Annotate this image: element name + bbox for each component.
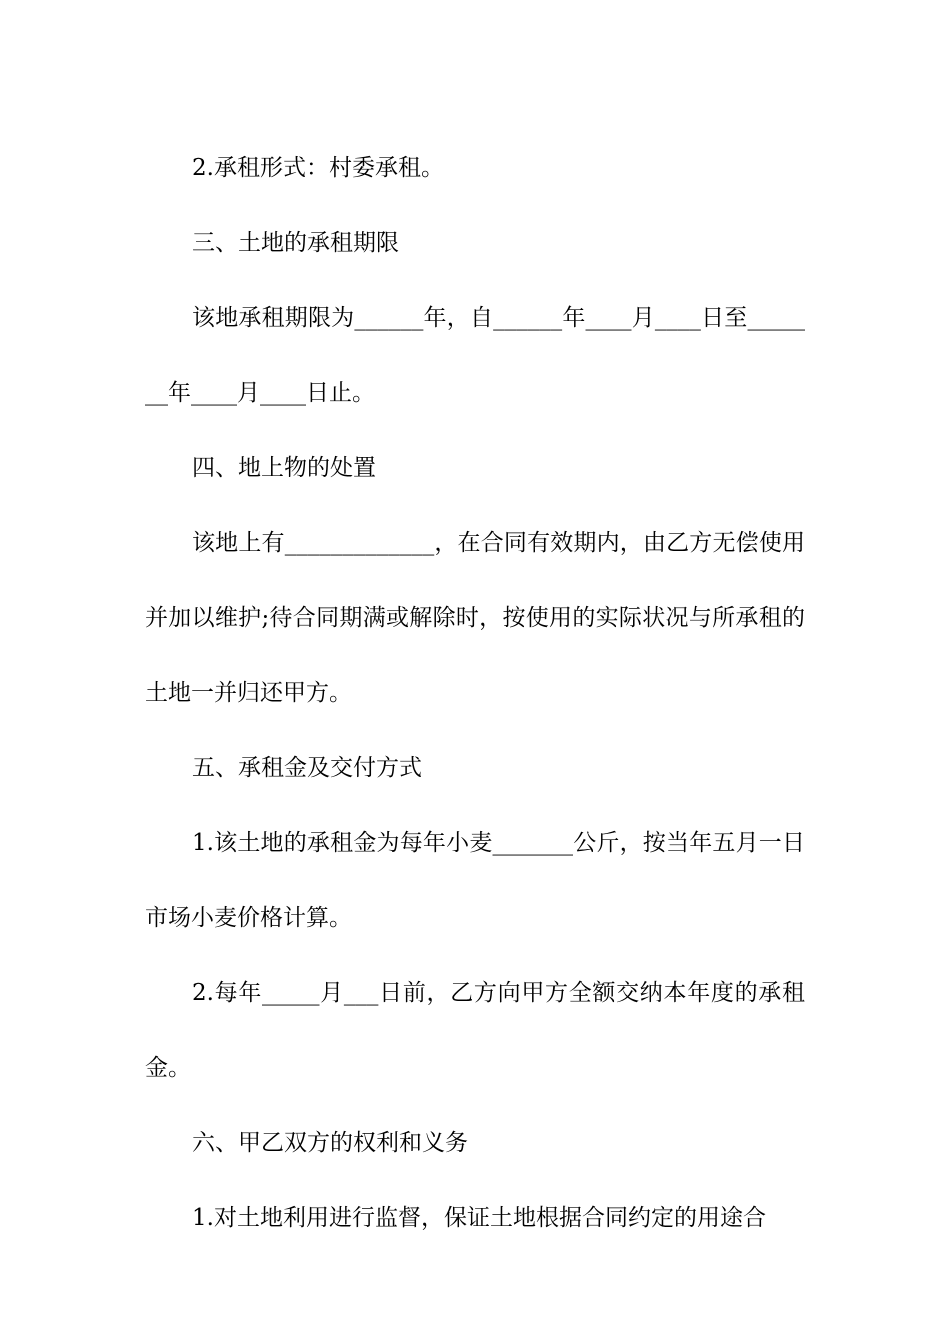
paragraph-lease-form: 2.承租形式：村委承租。: [192, 155, 444, 181]
paragraph-lease-term: 该地承租期限为______年，自______年____月____日至_______年____月____日止。: [145, 305, 805, 406]
document-page: [145, 131, 805, 1256]
paragraph-rent-amount: 1.该土地的承租金为每年小麦_______公斤，按当年五月一日市场小麦价格计算。: [145, 830, 805, 931]
heading-rent-payment: 五、承租金及交付方式: [192, 755, 422, 781]
heading-rights-obligations: 六、甲乙双方的权利和义务: [192, 1130, 468, 1156]
heading-lease-term: 三、土地的承租期限: [192, 230, 399, 256]
paragraph-rent-deadline: 2.每年_____月___日前，乙方向甲方全额交纳本年度的承租金。: [145, 980, 805, 1081]
paragraph-land-supervision: 1.对土地利用进行监督，保证土地根据合同约定的用途合: [192, 1205, 766, 1231]
paragraph-ground-objects: 该地上有_____________，在合同有效期内，由乙方无偿使用并加以维护;待合同期满或解除时，按使用的实际状况与所承租的土地一并归还甲方。: [145, 530, 805, 706]
heading-ground-objects: 四、地上物的处置: [192, 455, 376, 481]
